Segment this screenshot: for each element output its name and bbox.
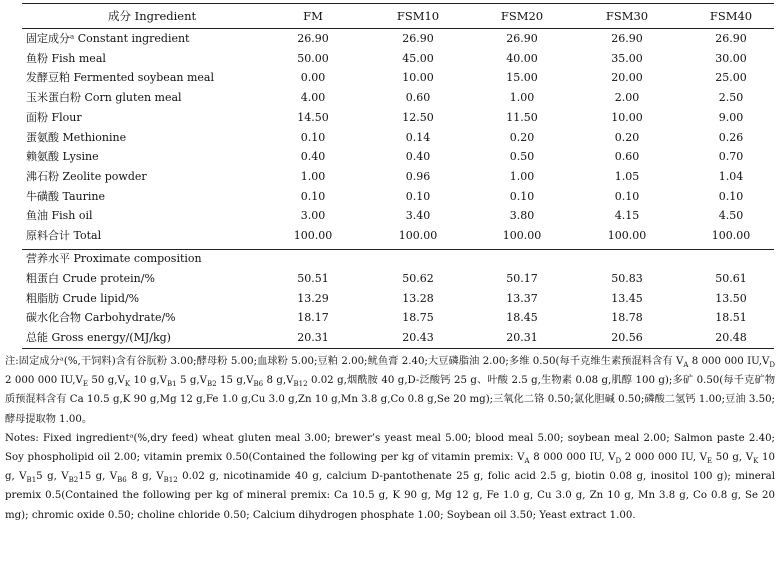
- row-value: 2.50: [718, 91, 744, 105]
- row-value: 4.50: [718, 209, 744, 223]
- row-label: 粗脂肪 Crude lipid/%: [26, 291, 140, 305]
- row-label: 鱼粉 Fish meal: [26, 51, 106, 65]
- row-value: 4.00: [300, 91, 326, 105]
- row-label: 蛋氨酸 Methionine: [26, 130, 127, 144]
- row-value: 0.14: [405, 130, 431, 144]
- row-value: 20.31: [506, 330, 538, 344]
- row-value: 13.29: [297, 291, 329, 305]
- row-value: 1.04: [718, 169, 744, 183]
- row-value: 25.00: [715, 71, 747, 85]
- row-value: 26.90: [715, 32, 747, 45]
- row-label: 赖氨酸 Lysine: [26, 150, 99, 164]
- header-fsm10: FSM10: [396, 9, 440, 23]
- row-value: 20.31: [297, 330, 329, 344]
- header-fm: FM: [303, 9, 323, 23]
- row-value: 0.10: [300, 189, 326, 203]
- row-value: 26.90: [402, 32, 434, 45]
- row-label: 原料合计 Total: [26, 229, 102, 242]
- row-value: 13.28: [402, 291, 434, 305]
- row-value: 14.50: [297, 110, 329, 124]
- row-label: 固定成分ᵃ Constant ingredient: [26, 32, 190, 45]
- row-value: 50.00: [297, 51, 329, 65]
- row-value: 30.00: [715, 51, 747, 65]
- proximate-row: [22, 289, 774, 309]
- row-value: 50.17: [506, 272, 538, 285]
- ingredient-row: [22, 206, 774, 226]
- ingredient-row: [22, 108, 774, 128]
- row-value: 18.45: [506, 311, 538, 324]
- header-fsm20: FSM20: [500, 9, 544, 23]
- row-value: 9.00: [718, 110, 744, 124]
- row-value: 35.00: [611, 51, 643, 65]
- row-value: 10.00: [402, 71, 434, 85]
- row-value: 100.00: [607, 229, 647, 242]
- ingredient-row: [22, 68, 774, 88]
- row-value: 0.10: [718, 189, 744, 203]
- proximate-row: [22, 328, 774, 348]
- header-row: [22, 6, 774, 26]
- notes-chinese: 注:固定成分ᵃ(%,干饲料)含有谷朊粉 3.00;酵母粉 5.00;血球粉 5.00;豆粕 2.00;鱿鱼膏 2.40;大豆磷脂油 2.00;多维 0.50(每千克维生素预混料含有 $V_A$ 8 000 000 $IU,V_D$ 2 000 000 $IU,V_E$ 50 $g,V_K$ 10 $g,V_{B1}$ 5 $g,V_{B2}$ 15 $g,V_{B6}$ 8 $g,V_{B12}$ 0.02 g,烟酰胺 40 g,D-泛酸钙 25 g、叶酸 2.5 g,生物素 0.08 g,肌醇 100 g);多矿 0.50(每千克矿物质预混料含有 Ca 10.5 g,K 90 g,Mg 12 g,Fe 1.0 g,Cu 3.0 g,Zn 10 g,Mn 3.8 g,Co 0.8 g,Se 20 mg);三氧化二铬 0.50;氯化胆碱 0.50;磷酸二氢钙 1.00;豆油 3.50;酵母提取物 1.00。: [5, 356, 776, 425]
- ingredient-row: [22, 187, 774, 207]
- row-value: 3.00: [300, 209, 326, 223]
- row-value: 0.10: [405, 189, 431, 203]
- row-value: 50.62: [402, 272, 434, 285]
- row-value: 100.00: [293, 229, 333, 242]
- row-value: 18.17: [297, 311, 329, 324]
- row-value: 26.90: [297, 32, 329, 45]
- row-value: 13.50: [715, 291, 747, 305]
- ingredient-row: [22, 49, 774, 69]
- row-value: 0.00: [300, 71, 326, 85]
- ingredient-row: [22, 128, 774, 148]
- row-label: 发酵豆粕 Fermented soybean meal: [26, 71, 214, 85]
- section-title: 营养水平 Proximate composition: [26, 252, 202, 265]
- row-value: 4.15: [614, 209, 640, 223]
- row-value: 1.00: [509, 169, 535, 183]
- row-value: 40.00: [506, 51, 538, 65]
- row-label: 玉米蛋白粉 Corn gluten meal: [26, 91, 182, 105]
- row-value: 100.00: [398, 229, 438, 242]
- row-value: 0.70: [718, 150, 744, 164]
- row-value: 0.96: [405, 169, 431, 183]
- row-value: 18.75: [402, 311, 434, 324]
- row-label: 面粉 Flour: [26, 110, 82, 124]
- header-ingredient: 成分 Ingredient: [108, 9, 197, 23]
- row-value: 0.10: [614, 189, 640, 203]
- row-value: 0.20: [614, 130, 640, 144]
- ingredient-row: [22, 88, 774, 108]
- row-value: 2.00: [614, 91, 640, 105]
- row-value: 0.40: [300, 150, 326, 164]
- row-value: 20.43: [402, 330, 434, 344]
- ingredient-row: [22, 29, 774, 49]
- row-value: 26.90: [611, 32, 643, 45]
- ingredient-row: [22, 226, 774, 246]
- header-fsm30: FSM30: [605, 9, 649, 23]
- row-label: 总能 Gross energy/(MJ/kg): [26, 330, 171, 344]
- row-value: 0.26: [718, 130, 744, 144]
- row-value: 3.80: [509, 209, 535, 223]
- row-value: 11.50: [506, 110, 538, 124]
- row-value: 50.83: [611, 272, 643, 285]
- row-value: 100.00: [502, 229, 542, 242]
- row-value: 13.37: [506, 291, 538, 305]
- row-value: 20.56: [611, 330, 643, 344]
- row-value: 3.40: [405, 209, 431, 223]
- ingredient-row: [22, 167, 774, 187]
- bottom-rule: [22, 348, 774, 349]
- row-value: 1.00: [509, 91, 535, 105]
- row-label: 沸石粉 Zeolite powder: [26, 169, 147, 183]
- row-value: 0.20: [509, 130, 535, 144]
- row-value: 50.61: [715, 272, 747, 285]
- row-value: 0.60: [614, 150, 640, 164]
- row-value: 18.78: [611, 311, 643, 324]
- row-value: 20.00: [611, 71, 643, 85]
- row-value: 50.51: [297, 272, 329, 285]
- row-value: 45.00: [402, 51, 434, 65]
- proximate-row: [22, 269, 774, 289]
- row-label: 鱼油 Fish oil: [26, 209, 93, 223]
- header-fsm40: FSM40: [709, 9, 753, 23]
- row-label: 碳水化合物 Carbohydrate/%: [26, 311, 176, 324]
- row-value: 0.50: [509, 150, 535, 164]
- row-value: 1.05: [614, 169, 640, 183]
- notes-english: Notes: Fixed ingredientᵃ(%,dry feed) wheat gluten meal 3.00; brewer’s yeast meal 5.00; blood meal 5.00; soybean meal 2.00; Salmon paste 2.40; Soy phospholipid oil 2.00; vitamin premix 0.50(Contained the following per kg of vitamin premix: $V_A$ 8 000 000 IU, $V_D$ 2 000 000 IU, $V_E$ 50 g, $V_K$ 10 g, $V_{B1}5$ g, $V_{B2}15$ g, $V_{B6}$ 8 g, $V_{B12}$ 0.02 g, nicotinamide 40 g, calcium D-pantothenate 25 g, folic acid 2.5 g, biotin 0.08 g, inositol 100 g); mineral premix 0.5(Contained the following per kg of mineral premix: Ca 10.5 g, K 90 g, Mg 12 g, Fe 1.0 g, Cu 3.0 g, Zn 10 g, Mn 3.8 g, Co 0.8 g, Se 20 mg); chromic oxide 0.50; choline chloride 0.50; Calcium dihydrogen phosphate 1.00; Soybean oil 3.50; Yeast extract 1.00.: [5, 432, 776, 521]
- row-value: 20.48: [715, 330, 747, 344]
- row-value: 1.00: [300, 169, 326, 183]
- row-value: 0.60: [405, 91, 431, 105]
- row-value: 26.90: [506, 32, 538, 45]
- row-value: 0.10: [509, 189, 535, 203]
- top-rule: [22, 3, 774, 4]
- row-value: 13.45: [611, 291, 643, 305]
- ingredient-row: [22, 147, 774, 167]
- table-notes: [5, 352, 775, 525]
- row-value: 15.00: [506, 71, 538, 85]
- row-value: 0.10: [300, 130, 326, 144]
- row-value: 18.51: [715, 311, 747, 324]
- row-value: 10.00: [611, 110, 643, 124]
- section-title-row: [22, 249, 774, 269]
- row-value: 0.40: [405, 150, 431, 164]
- row-value: 100.00: [711, 229, 751, 242]
- row-label: 牛磺酸 Taurine: [26, 189, 105, 203]
- row-label: 粗蛋白 Crude protein/%: [26, 272, 155, 285]
- proximate-row: [22, 308, 774, 328]
- row-value: 12.50: [402, 110, 434, 124]
